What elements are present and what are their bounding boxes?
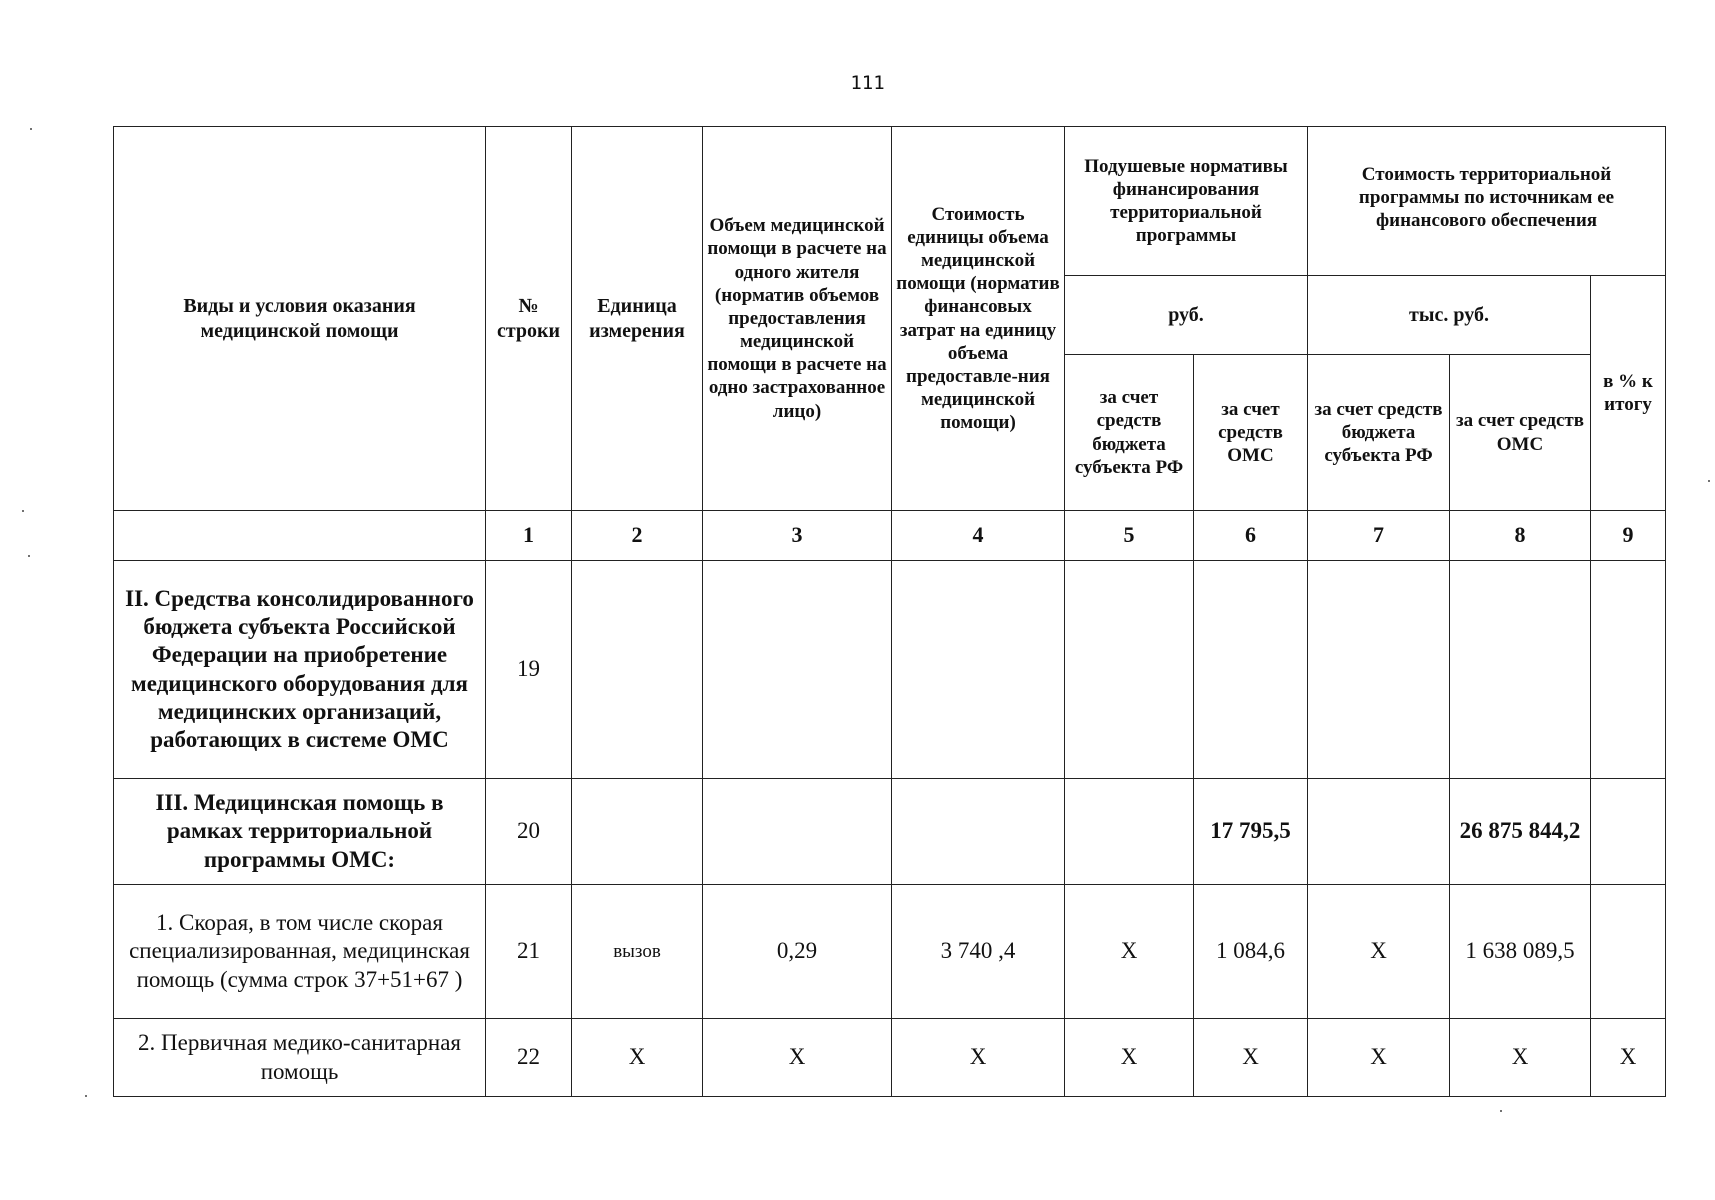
row-cost-budget: Х bbox=[1308, 885, 1450, 1019]
row-cost-oms: 26 875 844,2 bbox=[1450, 779, 1591, 885]
row-number: 19 bbox=[486, 561, 572, 779]
column-number: 9 bbox=[1591, 511, 1666, 561]
row-label: III. Медицинская помощь в рамках территориальной программы ОМС: bbox=[114, 779, 486, 885]
row-pc-budget: Х bbox=[1065, 1019, 1194, 1097]
header-group-per-capita: Подушевые нормативы финансирования территориальной программы bbox=[1065, 127, 1308, 276]
row-label: 2. Первичная медико-санитарная помощь bbox=[114, 1019, 486, 1097]
header-sub-oms-8: за счет средств ОМС bbox=[1450, 355, 1591, 511]
row-volume: Х bbox=[703, 1019, 892, 1097]
row-cost-unit: 3 740 ,4 bbox=[892, 885, 1065, 1019]
column-number: 8 bbox=[1450, 511, 1591, 561]
scan-speck bbox=[30, 128, 32, 130]
row-pc-oms: 17 795,5 bbox=[1194, 779, 1308, 885]
column-number: 3 bbox=[703, 511, 892, 561]
row-percent bbox=[1591, 885, 1666, 1019]
header-sub-budget-5: за счет средств бюджета субъекта РФ bbox=[1065, 355, 1194, 511]
row-cost-budget bbox=[1308, 561, 1450, 779]
financing-table bbox=[113, 126, 1666, 1097]
row-pc-budget bbox=[1065, 779, 1194, 885]
column-number bbox=[114, 511, 486, 561]
column-number: 7 bbox=[1308, 511, 1450, 561]
row-pc-oms: 1 084,6 bbox=[1194, 885, 1308, 1019]
scan-speck bbox=[1708, 480, 1710, 482]
header-row-no: № строки bbox=[486, 127, 572, 511]
row-cost-unit: Х bbox=[892, 1019, 1065, 1097]
scan-speck bbox=[85, 1095, 87, 1097]
header-types: Виды и условия оказания медицинской помощи bbox=[114, 127, 486, 511]
column-number: 5 bbox=[1065, 511, 1194, 561]
row-pc-oms bbox=[1194, 561, 1308, 779]
header-volume: Объем медицинской помощи в расчете на одного жителя (норматив объемов предоставления медицинской помощи в расчете на одно застрахованное лицо) bbox=[703, 127, 892, 511]
row-volume: 0,29 bbox=[703, 885, 892, 1019]
row-label: II. Средства консолидированного бюджета субъекта Российской Федерации на приобретение медицинского оборудования для медицинских организаций, работающих в системе ОМС bbox=[114, 561, 486, 779]
row-unit bbox=[572, 779, 703, 885]
row-percent bbox=[1591, 779, 1666, 885]
row-cost-unit bbox=[892, 779, 1065, 885]
scan-speck bbox=[28, 555, 30, 557]
row-pc-budget: Х bbox=[1065, 885, 1194, 1019]
header-cost-unit: Стоимость единицы объема медицинской помощи (норматив финансовых затрат на единицу объема предоставле-ния медицинской помощи) bbox=[892, 127, 1065, 511]
row-volume bbox=[703, 561, 892, 779]
row-percent bbox=[1591, 561, 1666, 779]
column-number: 2 bbox=[572, 511, 703, 561]
row-cost-unit bbox=[892, 561, 1065, 779]
row-pc-budget bbox=[1065, 561, 1194, 779]
header-percent: в % к итогу bbox=[1591, 276, 1666, 511]
row-unit: Х bbox=[572, 1019, 703, 1097]
row-cost-budget: Х bbox=[1308, 1019, 1450, 1097]
row-label: 1. Скорая, в том числе скорая специализированная, медицинская помощь (сумма строк 37+51+67 ) bbox=[114, 885, 486, 1019]
row-number: 20 bbox=[486, 779, 572, 885]
row-pc-oms: Х bbox=[1194, 1019, 1308, 1097]
header-group-cost-program: Стоимость территориальной программы по источникам ее финансового обеспечения bbox=[1308, 127, 1666, 276]
page-number: 111 bbox=[850, 72, 885, 94]
row-percent: Х bbox=[1591, 1019, 1666, 1097]
header-sub-budget-7: за счет средств бюджета субъекта РФ bbox=[1308, 355, 1450, 511]
scan-speck bbox=[22, 510, 24, 512]
header-unit-rub: руб. bbox=[1065, 276, 1308, 355]
header-unit: Единица измерения bbox=[572, 127, 703, 511]
header-sub-oms-6: за счет средств ОМС bbox=[1194, 355, 1308, 511]
table-row bbox=[114, 885, 1666, 1019]
column-number-row bbox=[114, 511, 1666, 561]
row-cost-oms: Х bbox=[1450, 1019, 1591, 1097]
table-row bbox=[114, 1019, 1666, 1097]
row-unit bbox=[572, 561, 703, 779]
row-cost-oms: 1 638 089,5 bbox=[1450, 885, 1591, 1019]
scan-speck bbox=[1500, 1110, 1502, 1112]
row-number: 21 bbox=[486, 885, 572, 1019]
column-number: 1 bbox=[486, 511, 572, 561]
row-number: 22 bbox=[486, 1019, 572, 1097]
table-row bbox=[114, 561, 1666, 779]
column-number: 6 bbox=[1194, 511, 1308, 561]
row-unit: вызов bbox=[572, 885, 703, 1019]
column-number: 4 bbox=[892, 511, 1065, 561]
row-volume bbox=[703, 779, 892, 885]
row-cost-oms bbox=[1450, 561, 1591, 779]
header-unit-thous-rub: тыс. руб. bbox=[1308, 276, 1591, 355]
row-cost-budget bbox=[1308, 779, 1450, 885]
table-row bbox=[114, 779, 1666, 885]
